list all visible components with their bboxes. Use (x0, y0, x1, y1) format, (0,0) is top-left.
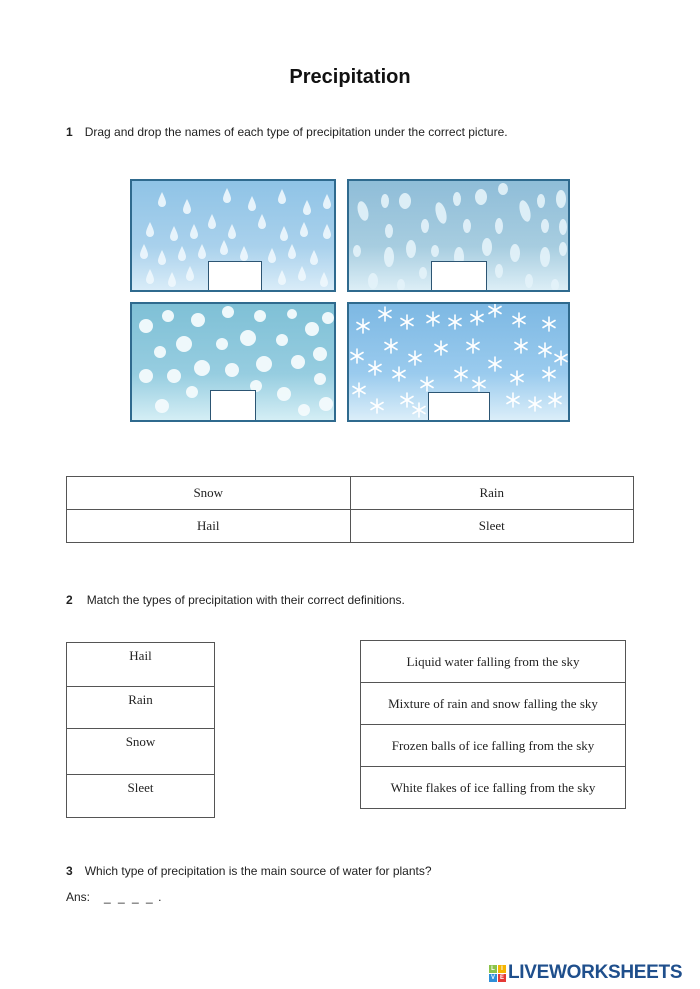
word-bank-table (66, 476, 634, 543)
question-text: Which type of precipitation is the main source of water for plants? (84, 864, 432, 878)
question-2 (66, 593, 405, 607)
logo-text: LIVEWORKSHEETS (508, 962, 683, 983)
match-term-rain[interactable]: Rain (67, 687, 215, 729)
word-option-snow[interactable]: Snow (67, 477, 351, 510)
match-definition-2[interactable]: Mixture of rain and snow falling the sky (361, 683, 626, 725)
match-definition-1[interactable]: Liquid water falling from the sky (361, 641, 626, 683)
rain-picture (130, 179, 336, 292)
hail-picture (130, 302, 336, 422)
word-option-sleet[interactable]: Sleet (350, 510, 634, 543)
word-option-hail[interactable]: Hail (67, 510, 351, 543)
match-definition-4[interactable]: White flakes of ice falling from the sky (361, 767, 626, 809)
drop-zone-1[interactable] (208, 261, 262, 292)
liveworksheets-logo (489, 962, 682, 984)
drop-zone-2[interactable] (431, 261, 487, 292)
answer-period: . (158, 890, 162, 904)
match-definitions-table (360, 640, 626, 809)
live-badge-icon: L I V E (490, 965, 504, 981)
match-terms-table (66, 642, 215, 818)
question-number: 1 (66, 125, 73, 139)
match-definition-3[interactable]: Frozen balls of ice falling from the sky (361, 725, 626, 767)
snow-picture (347, 302, 570, 422)
match-term-sleet[interactable]: Sleet (67, 775, 215, 818)
match-term-hail[interactable]: Hail (67, 643, 215, 687)
question-number: 3 (66, 864, 73, 878)
drop-zone-3[interactable] (210, 390, 256, 422)
answer-blank-input[interactable]: _ _ _ _ (104, 890, 155, 904)
drop-zone-4[interactable] (428, 392, 490, 422)
question-3 (66, 864, 432, 878)
word-option-rain[interactable]: Rain (350, 477, 634, 510)
question-text: Match the types of precipitation with their correct definitions. (86, 593, 405, 607)
answer-label: Ans: (66, 890, 91, 904)
answer-line (66, 890, 161, 904)
sleet-picture (347, 179, 570, 292)
question-text: Drag and drop the names of each type of precipitation under the correct picture. (84, 125, 508, 139)
page-title: Precipitation (289, 66, 411, 88)
match-term-snow[interactable]: Snow (67, 729, 215, 775)
question-1 (66, 125, 508, 139)
question-number: 2 (66, 593, 73, 607)
